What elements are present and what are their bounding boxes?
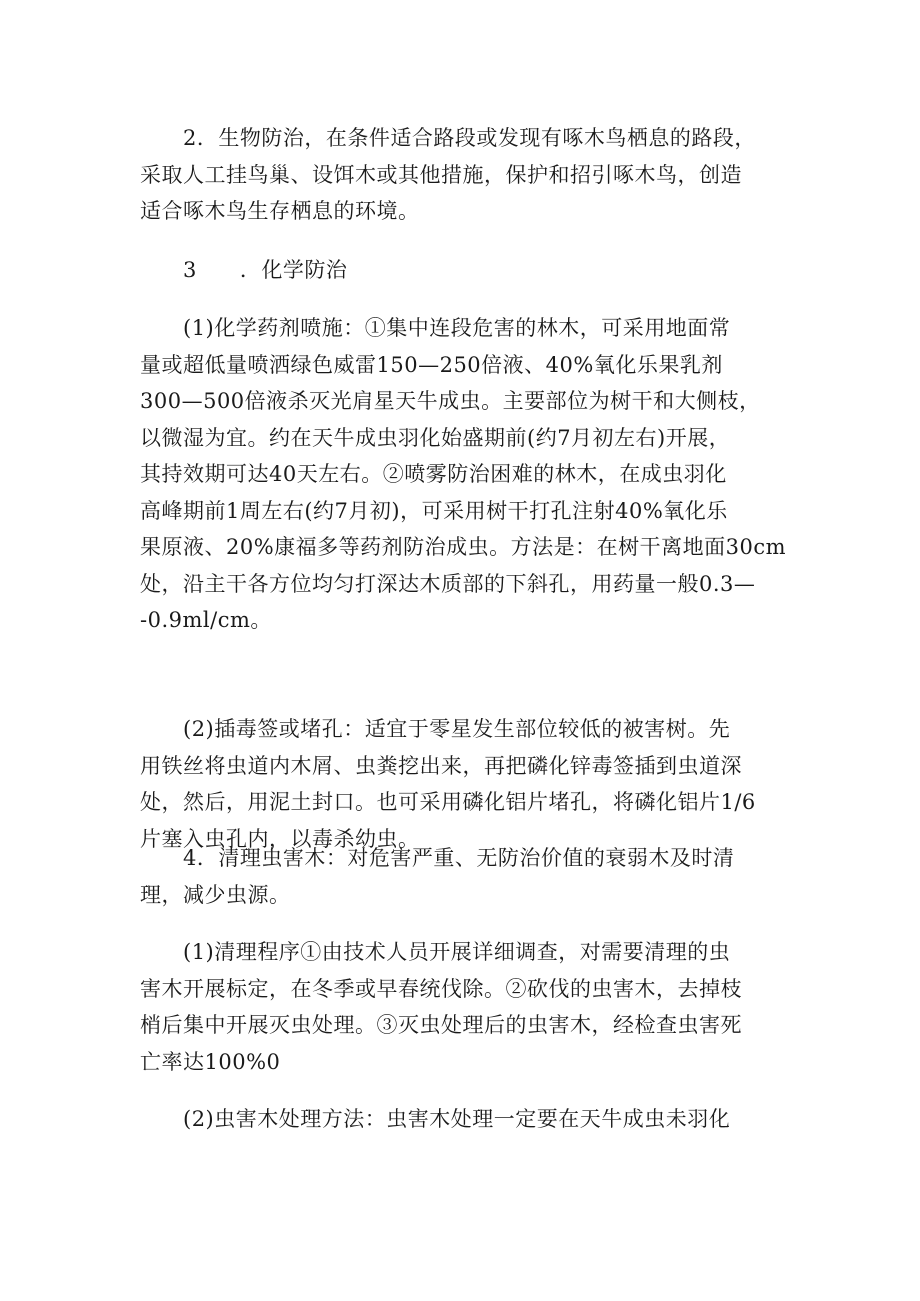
- paragraph-clear-infested-trees: 4．清理虫害木：对危害严重、无防治价值的衰弱木及时清 理，减少虫源。: [140, 846, 735, 907]
- paragraph-treatment-method: (2)虫害木处理方法：虫害木处理一定要在天牛成虫未羽化: [140, 1107, 731, 1131]
- paragraph-clearing-procedure: (1)清理程序①由技术人员开展详细调查，对需要清理的虫 害木开展标定，在冬季或早春统伐除。②砍伐的虫害木，去掉枝 梢后集中开展灭虫处理。③灭虫处理后的虫害木，经检查虫害死 亡率达100%0: [140, 940, 742, 1074]
- paragraph-chemical-spraying: (1)化学药剂喷施：①集中连段危害的林木，可采用地面常 量或超低量喷洒绿色威雷150—250倍液、40%氧化乐果乳剂 300—500倍液杀灭光肩星天牛成虫。主要部位为树干和大侧枝， 以微湿为宜。约在天牛成虫羽化始盛期前(约7月初左右)开展， 其持效期可达40天左右。②喷雾防治困难的林木，在成虫羽化 高峰期前1周左右(约7月初)，可采用树干打孔注射40%氧化乐 果原液、20%康福多等药剂防治成虫。方法是：在树干离地面30cm 处，沿主干各方位均匀打深达木质部的下斜孔，用药量一般0.3— -0.9ml/cm。: [140, 316, 787, 632]
- heading-chemical-control: 3 ．化学防治: [140, 258, 348, 282]
- paragraph-biological-control: 2．生物防治，在条件适合路段或发现有啄木鸟栖息的路段， 采取人工挂鸟巢、设饵木或其他措施，保护和招引啄木鸟，创造 适合啄木鸟生存栖息的环境。: [140, 126, 756, 223]
- paragraph-poison-stick-plugging: (2)插毒签或堵孔：适宜于零星发生部位较低的被害树。先 用铁丝将虫道内木屑、虫粪挖出来，再把磷化锌毒签插到虫道深 处，然后，用泥土封口。也可采用磷化铝片堵孔，将磷化铝片1/6 片塞入虫孔内，以毒杀幼虫。: [140, 717, 756, 851]
